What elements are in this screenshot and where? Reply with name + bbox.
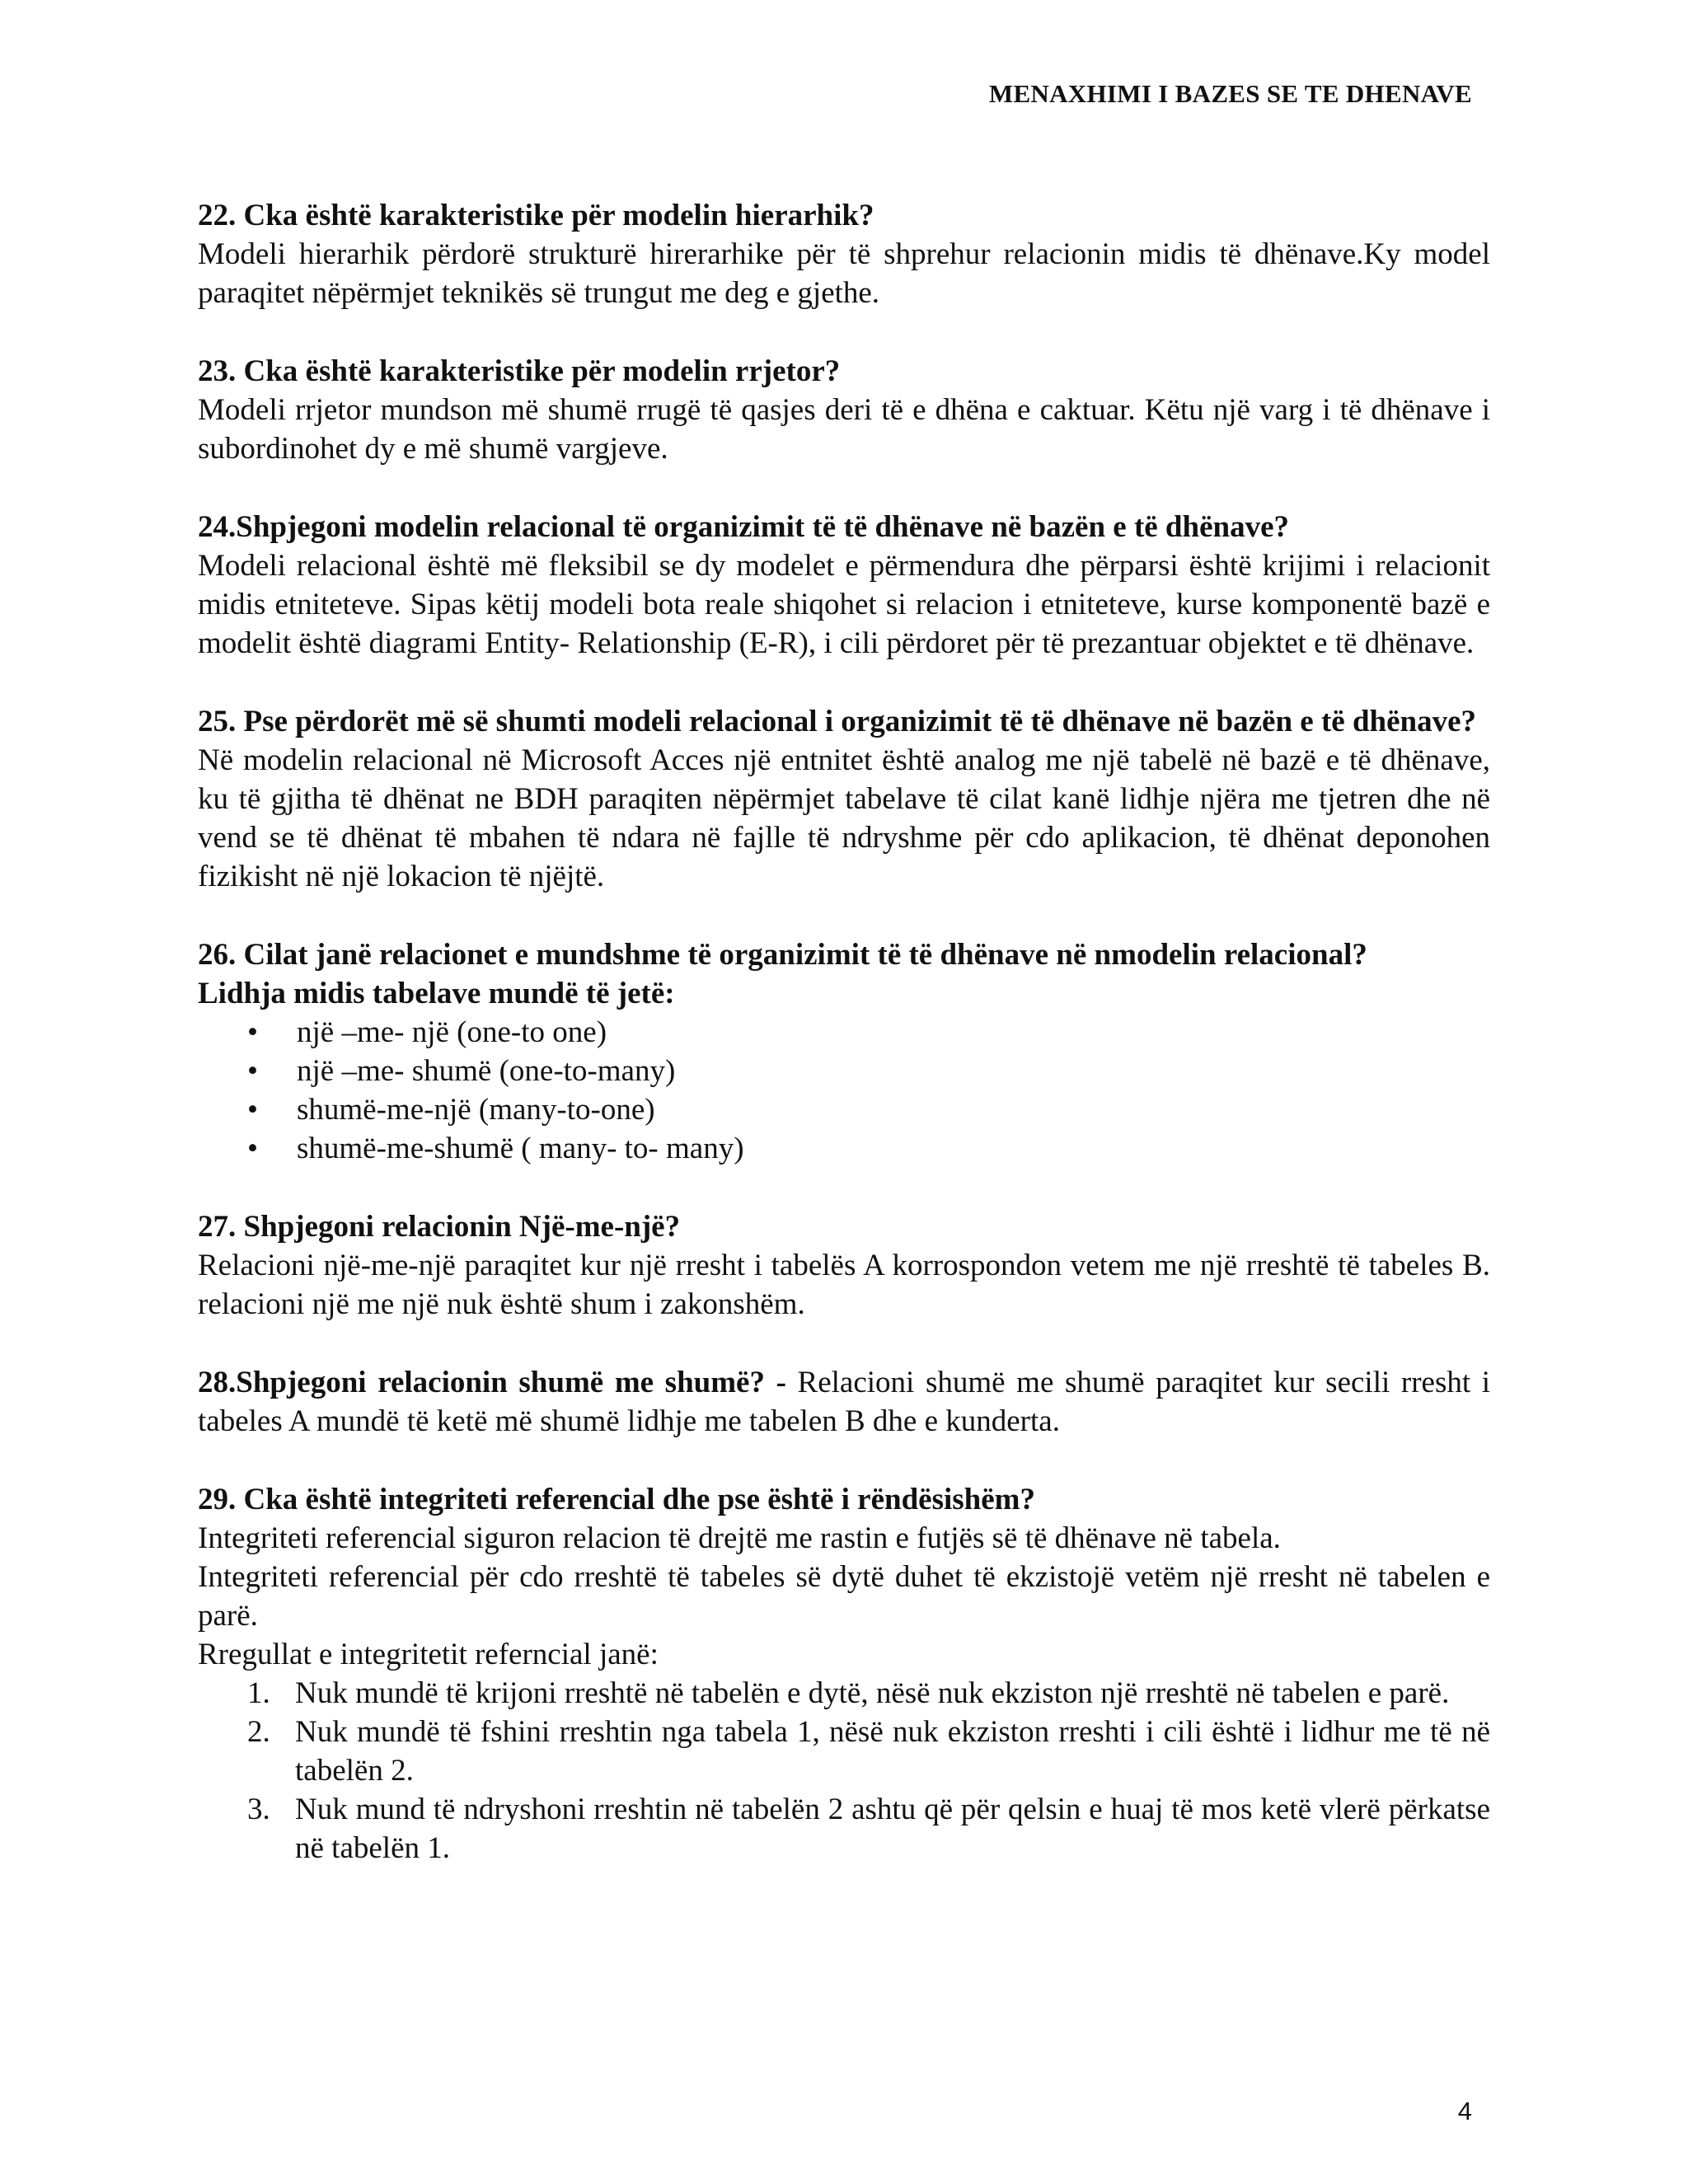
- list-item: • një –me- një (one-to one): [198, 1013, 1490, 1052]
- question-27: 27. Shpjegoni relacionin Një-me-një?: [198, 1210, 681, 1244]
- section-23: [198, 352, 1490, 468]
- answer-24: Modeli relacional është më fleksibil se dy modelet e përmendura dhe përparsi është krijimi i relacionit midis etniteteve. Sipas këtij modeli bota reale shiqohet si relacion i etniteteve, kurse komponentë bazë e modelit është diagrami Entity- Relationship (E-R), i cili përdoret për të prezantuar objektet e të dhënave.: [198, 549, 1490, 660]
- relation-types-list: [198, 1013, 1490, 1168]
- question-24: 24.Shpjegoni modelin relacional të organizimit të të dhënave në bazën e të dhënave?: [198, 510, 1290, 544]
- list-item: • shumë-me-një (many-to-one): [198, 1090, 1490, 1129]
- section-28: [198, 1363, 1490, 1441]
- list-item: [198, 1674, 1490, 1713]
- question-28: 28.Shpjegoni relacionin shumë me shumë? -: [198, 1366, 786, 1399]
- subheading-26: Lidhja midis tabelave mundë të jetë:: [198, 977, 675, 1010]
- question-23: 23. Cka është karakteristike për modelin rrjetor?: [198, 354, 841, 388]
- section-22: [198, 196, 1490, 312]
- answer-28: Relacioni shumë me shumë paraqitet kur secili rresht i tabeles A mundë të ketë më shumë lidhje me tabelen B dhe e kunderta.: [198, 1366, 1491, 1438]
- integrity-rules-list: [198, 1674, 1490, 1868]
- list-number: 2.: [247, 1715, 270, 1749]
- document-body: [198, 196, 1490, 1907]
- answer-23: Modeli rrjetor mundson më shumë rrugë të qasjes deri të e dhëna e caktuar. Këtu një varg i të dhënave i subordinohet dy e më shumë vargjeve.: [198, 393, 1490, 466]
- section-29: [198, 1480, 1490, 1868]
- list-item: [198, 1790, 1490, 1868]
- list-number: 1.: [247, 1676, 270, 1710]
- rule-text: Nuk mundë të fshini rreshtin nga tabela 1, nësë nuk ekziston rreshti i cili është i lidhur me të në tabelën 2.: [295, 1715, 1490, 1788]
- answer-29-line2: Integriteti referencial për cdo rreshtë të tabeles së dytë duhet të ekzistojë vetëm një rresht në tabelen e parë.: [198, 1560, 1490, 1633]
- section-27: [198, 1207, 1490, 1324]
- page-header: MENAXHIMI I BAZES SE TE DHENAVE: [988, 79, 1472, 108]
- rule-text: Nuk mund të ndryshoni rreshtin në tabelën 2 ashtu që për qelsin e huaj të mos ketë vlerë përkatse në tabelën 1.: [295, 1793, 1490, 1865]
- answer-27: Relacioni një-me-një paraqitet kur një rresht i tabelës A korrospondon vetem me një rreshtë të tabeles B. relacioni një me një nuk është shum i zakonshëm.: [198, 1249, 1490, 1321]
- qa-28: [198, 1363, 1490, 1441]
- list-item: [198, 1713, 1490, 1790]
- rule-text: Nuk mundë të krijoni rreshtë në tabelën e dytë, nësë nuk ekziston një rreshtë në tabelen e parë.: [295, 1676, 1450, 1710]
- rules-intro: Rregullat e integritetit referncial janë:: [198, 1638, 659, 1671]
- section-24: [198, 508, 1490, 663]
- question-25: 25. Pse përdorët më së shumti modeli relacional i organizimit të të dhënave në bazën e të dhënave?: [198, 705, 1477, 738]
- section-26: [198, 935, 1490, 1168]
- answer-22: Modeli hierarhik përdorë strukturë hirerarhike për të shprehur relacionin midis të dhënave.Ky model paraqitet nëpërmjet teknikës së trungut me deg e gjethe.: [198, 237, 1490, 310]
- answer-29-line1: Integriteti referencial siguron relacion të drejtë me rastin e futjës së të dhënave në tabela.: [198, 1521, 1281, 1555]
- list-number: 3.: [247, 1793, 270, 1826]
- answer-25: Në modelin relacional në Microsoft Acces një entnitet është analog me një tabelë në bazë e të dhënave, ku të gjitha të dhënat ne BDH paraqiten nëpërmjet tabelave të cilat kanë lidhje njëra me tjetren dhe në vend se të dhënat të mbahen të ndara në fajlle të ndryshme për cdo aplikacion, të dhënat deponohen fizikisht në një lokacion të njëjtë.: [198, 743, 1490, 893]
- question-26: 26. Cilat janë relacionet e mundshme të organizimit të të dhënave në nmodelin relacional?: [198, 938, 1367, 972]
- section-25: [198, 702, 1490, 896]
- question-22: 22. Cka është karakteristike për modelin hierarhik?: [198, 199, 874, 232]
- page-number: 4: [1457, 2097, 1472, 2125]
- list-item: • shumë-me-shumë ( many- to- many): [198, 1129, 1490, 1168]
- question-29: 29. Cka është integriteti referencial dhe pse është i rëndësishëm?: [198, 1483, 1035, 1516]
- list-item: • një –me- shumë (one-to-many): [198, 1052, 1490, 1090]
